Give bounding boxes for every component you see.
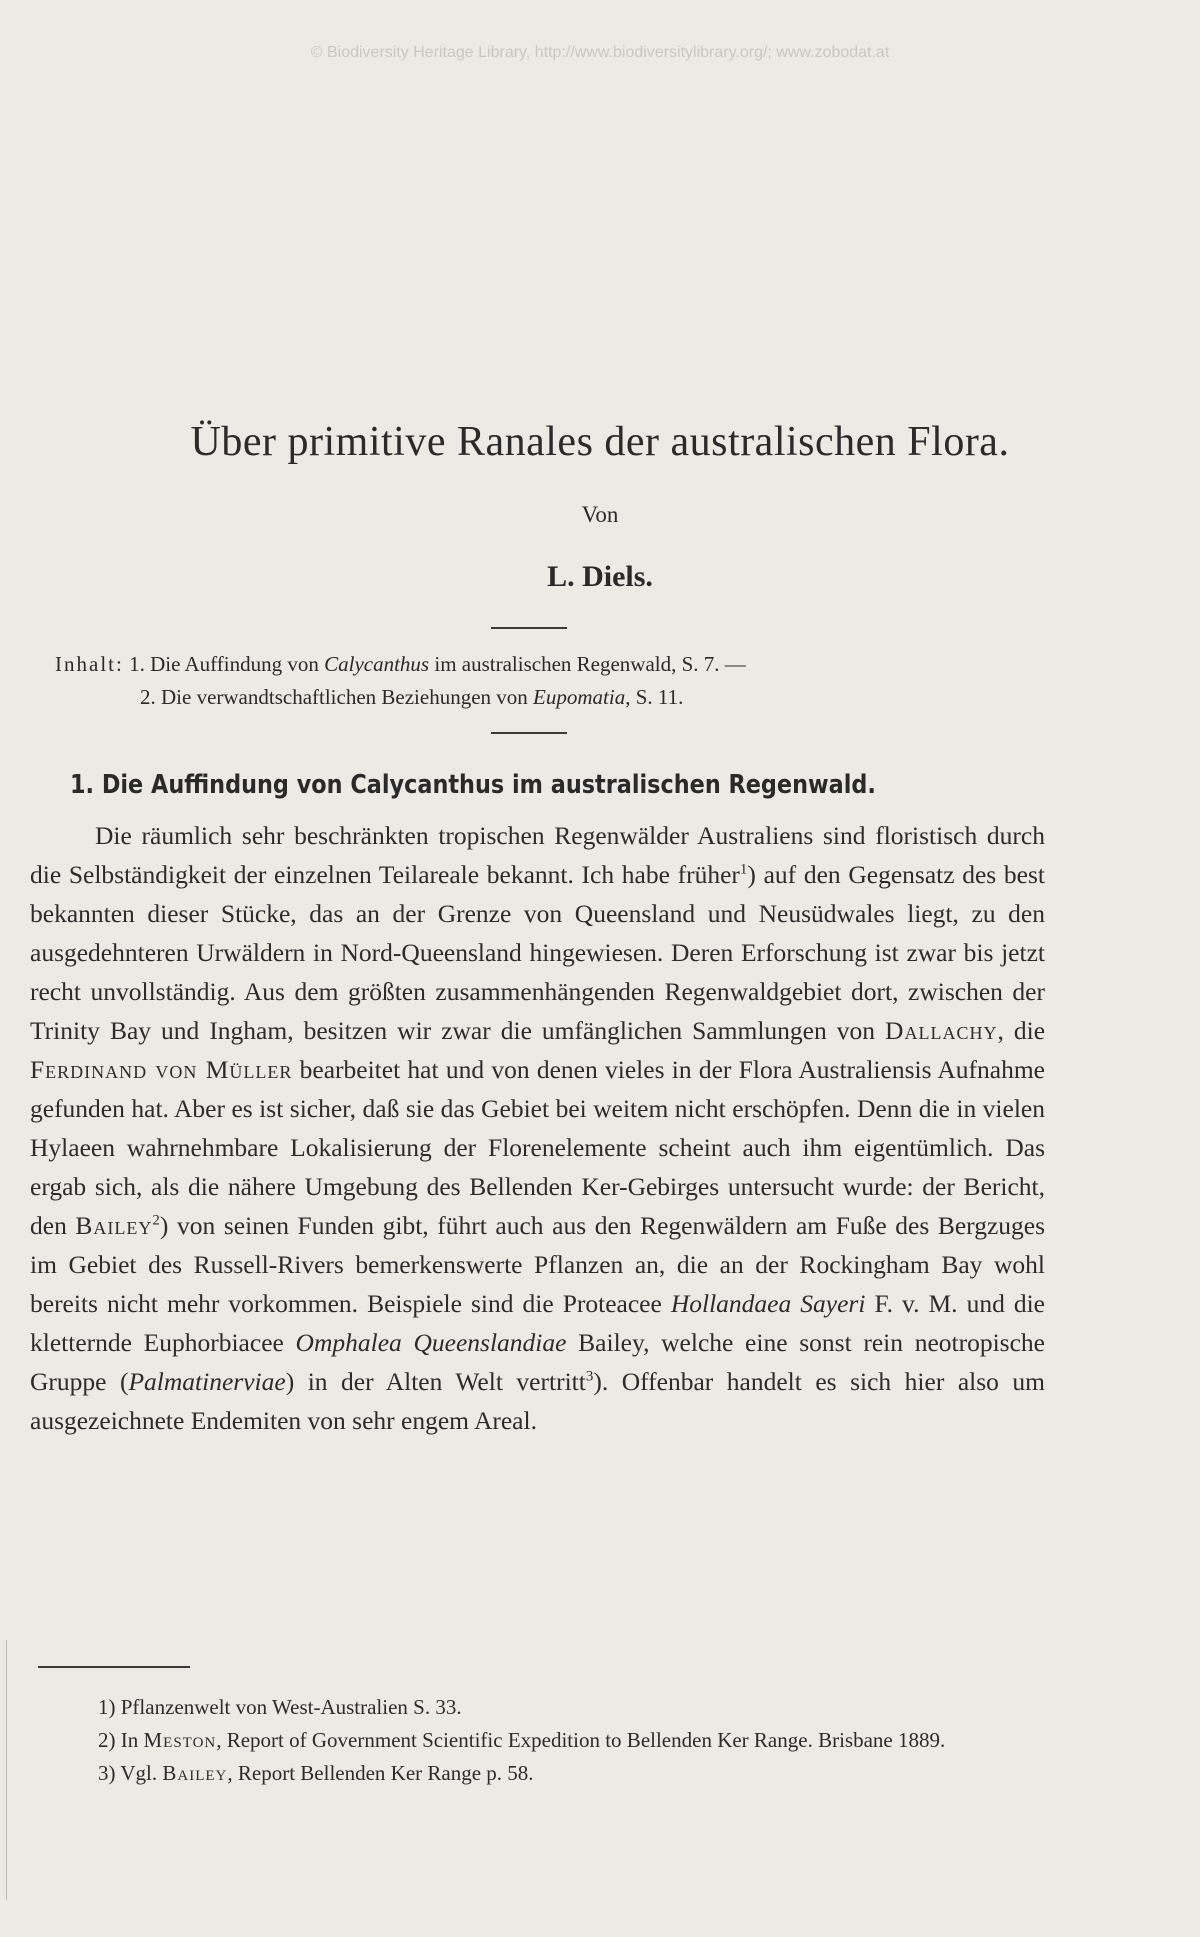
author-name: L. Diels. xyxy=(547,560,653,593)
divider-rule xyxy=(491,732,567,734)
text-run: ) in der Alten Welt vertritt xyxy=(285,1367,586,1396)
footnote-2 xyxy=(38,1725,1048,1756)
footnote-1: 1) Pflanzenwelt von West-Australien S. 33. xyxy=(98,1695,462,1719)
text-run: ) auf den Gegensatz des best bekannten dieser Stücke, das an der Grenze von Queensland und Neusüdwales liegt, zu den ausgedehnteren Urwäldern in Nord-Queensland hingewiesen. Deren Erforschung ist zwar bis jetzt recht unvollständig. Aus dem größten zusammenhängenden Regenwaldgebiet dort, zwischen der Trinity Bay und Ingham, besitzen wir zwar die umfänglichen Sammlungen von xyxy=(30,860,1045,1045)
watermark: © Biodiversity Heritage Library, http://www.biodiversitylibrary.org/; www.zobodat.at xyxy=(310,44,890,61)
footnote-rule xyxy=(38,1666,190,1668)
text-run: Die räumlich sehr beschränkten tropischen Regenwälder Australiens sind floristisch durch die Selbständigkeit der einzelnen Teilareale bekannt. Ich habe früher xyxy=(30,821,1045,889)
footnote-text: 2) In xyxy=(98,1728,139,1752)
table-of-contents xyxy=(55,648,1055,714)
paragraph xyxy=(30,816,1045,1440)
contents-item-1-taxon: Calycanthus xyxy=(324,652,430,676)
author-ref: Meston xyxy=(143,1728,217,1752)
footnote-ref: 1 xyxy=(739,861,748,878)
taxon-name: Omphalea Queenslandiae xyxy=(295,1328,567,1357)
page-edge-mark xyxy=(6,1640,7,1900)
contents-line-1 xyxy=(55,648,1055,681)
author-ref: Ferdinand von Müller xyxy=(30,1055,293,1084)
taxon-name: Hollandaea Sayeri xyxy=(670,1289,866,1318)
text-run: bearbeitet hat und von denen vieles in der Flora Australiensis Aufnahme gefunden hat. Aber es ist sicher, daß sie das Gebiet bei weitem nicht erschöpfen. Denn die in vielen Hylaeen wahrnehmbare Lokalisierung der Florenelemente scheint auch ihm eigentümlich. Das ergab sich, als die nähere Umgebung des Bellenden Ker-Gebirges untersucht wurde: der Bericht, den xyxy=(30,1055,1045,1240)
article-title: Über primitive Ranales der australischen Flora. xyxy=(190,419,1010,465)
footnote-ref: 2 xyxy=(152,1212,160,1229)
text-run: ). Offenbar handelt es sich hier also um ausgezeichnete Endemiten von sehr engem Areal. xyxy=(30,1367,1045,1435)
author-ref: Dallachy xyxy=(885,1016,998,1045)
contents-item-1-prefix: 1. Die Auffindung von xyxy=(129,652,319,676)
text-run: , die xyxy=(997,1016,1046,1045)
contents-line-2 xyxy=(55,681,1055,714)
footnote-text: , Report of Government Scientific Expedition to Bellenden Ker Range. Brisbane 1889. xyxy=(216,1728,946,1752)
footnotes xyxy=(38,1692,1048,1791)
text-run: ) von seinen Funden gibt, führt auch aus den Regenwäldern am Fuße des Bergzuges im Gebiet des Russell-Rivers bemerkenswerte Pflanzen an, die an der Rockingham Bay wohl bereits nicht mehr vorkommen. Beispiele sind die Proteacee xyxy=(30,1211,1046,1318)
text-run: Bailey, welche eine sonst rein neotropische Gruppe ( xyxy=(30,1328,1045,1396)
author-ref: Bailey xyxy=(162,1761,228,1785)
body-text xyxy=(30,816,1045,1440)
byline: Von xyxy=(581,502,619,527)
contents-item-2-suffix: , S. 11. xyxy=(625,685,684,709)
text-run: F. v. M. und die kletternde Euphorbiacee xyxy=(30,1289,1046,1357)
contents-item-2-prefix: 2. Die verwandtschaftlichen Beziehungen von xyxy=(140,685,528,709)
author-ref: Bailey xyxy=(75,1211,153,1240)
contents-item-2-taxon: Eupomatia xyxy=(533,685,626,709)
footnote-ref: 3 xyxy=(585,1368,594,1385)
section-heading: 1. Die Auffindung von Calycanthus im australischen Regenwald. xyxy=(70,770,876,800)
contents-item-1-suffix: im australischen Regenwald, S. 7. — xyxy=(434,652,746,676)
footnote-text: 3) Vgl. xyxy=(98,1761,158,1785)
footnote-text: , Report Bellenden Ker Range p. 58. xyxy=(227,1761,534,1785)
divider-rule xyxy=(491,627,567,629)
contents-label: Inhalt: xyxy=(55,652,124,676)
footnote-3 xyxy=(38,1758,1048,1789)
taxon-name: Palmatinerviae xyxy=(128,1367,286,1396)
